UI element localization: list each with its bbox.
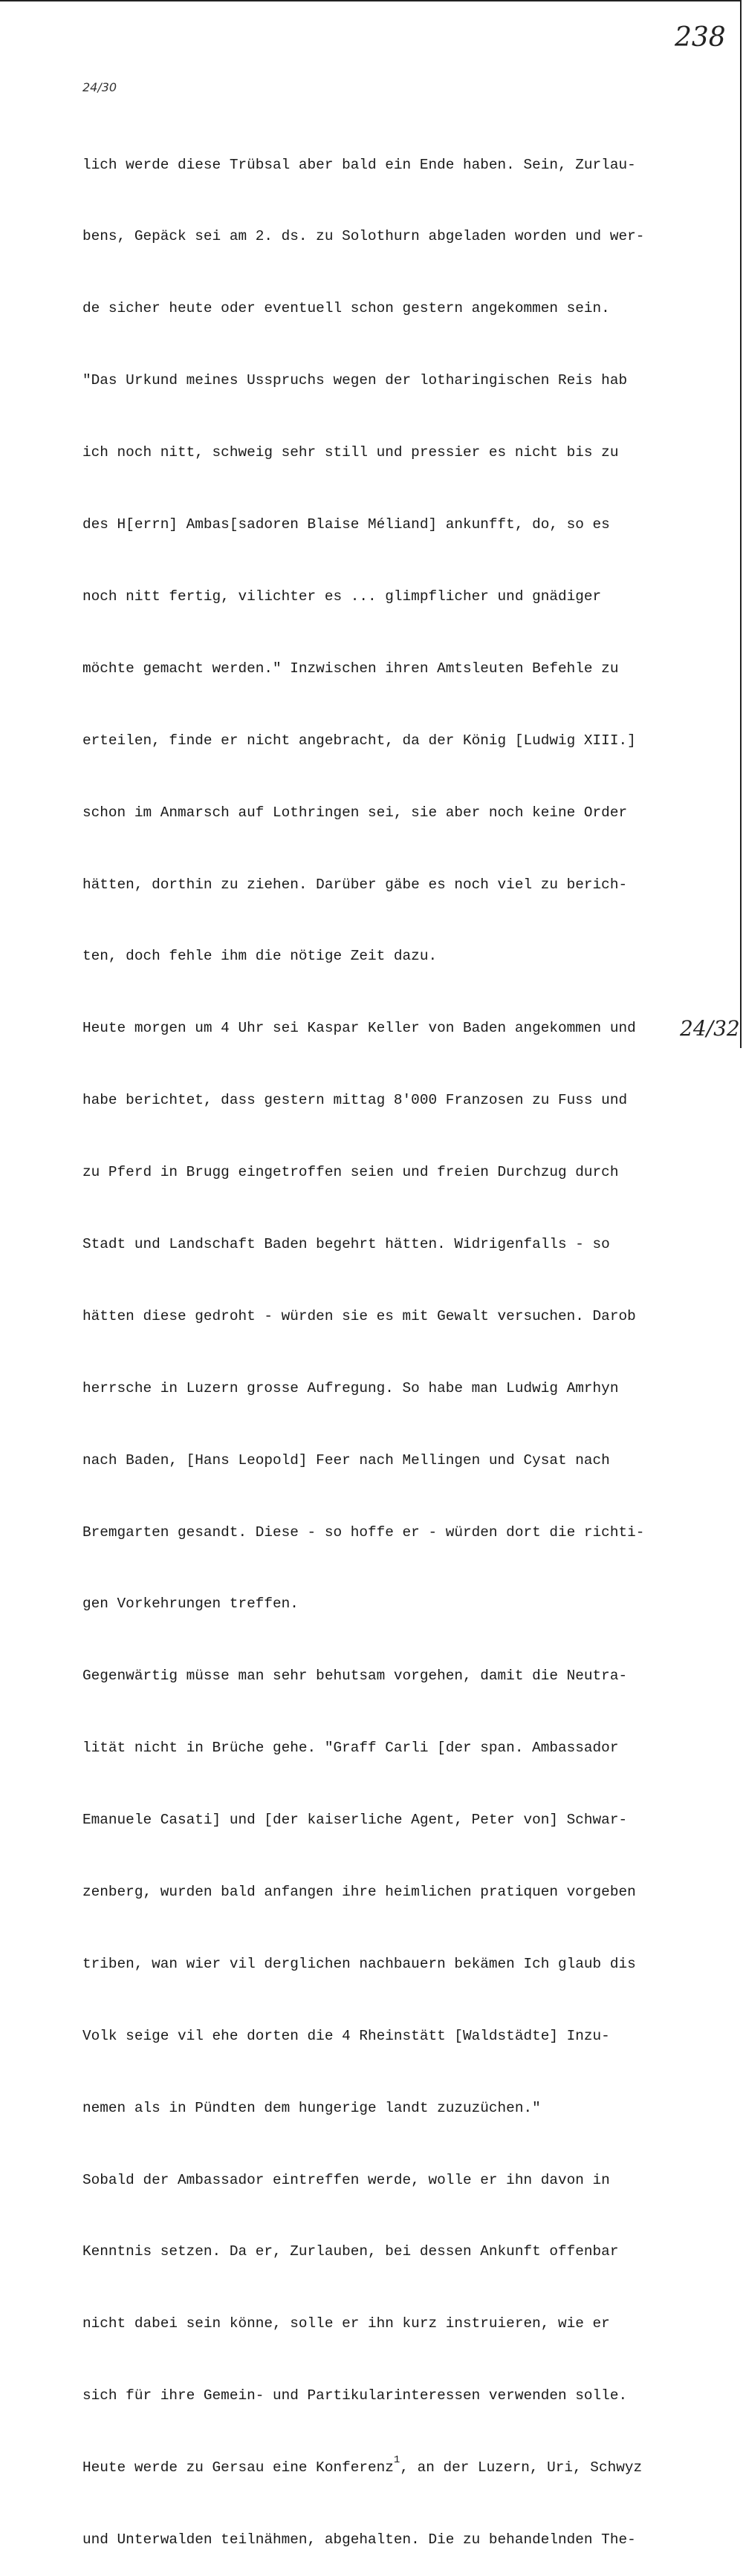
text-line-with-footnote [82, 2456, 677, 2479]
text-line: nach Baden, [Hans Leopold] Feer nach Mellingen und Cysat nach [82, 1451, 610, 1468]
text-line: Sobald der Ambassador eintreffen werde, wolle er ihn davon in [82, 2171, 610, 2188]
text-line: des H[errn] Ambas[sadoren Blaise Méliand] ankunfft, do, so es [82, 516, 610, 533]
document-reference: 24/30 [82, 80, 117, 94]
text-line: Volk seige vil ehe dorten die 4 Rheinstätt [Waldstädte] Inzu- [82, 2027, 610, 2044]
text-line: zu Pferd in Brugg eingetroffen seien und freien Durchzug durch [82, 1164, 619, 1181]
text-line: nemen als in Pündten dem hungerige landt zuzuzüchen." [82, 2099, 541, 2116]
text-segment: , an der Luzern, Uri, Schwyz [400, 2459, 643, 2476]
text-line: ich noch nitt, schweig sehr still und pressier es nicht bis zu [82, 444, 619, 461]
text-line: Heute morgen um 4 Uhr sei Kaspar Keller von Baden angekommen und [82, 1020, 636, 1037]
text-line: ten, doch fehle ihm die nötige Zeit dazu. [82, 948, 438, 965]
text-line: erteilen, finde er nicht angebracht, da der König [Ludwig XIII.] [82, 732, 636, 749]
text-line: Gegenwärtig müsse man sehr behutsam vorgehen, damit die Neutra- [82, 1668, 628, 1685]
text-line: sich für ihre Gemein- und Partikularinteressen verwenden solle. [82, 2387, 628, 2404]
text-line: lich werde diese Trübsal aber bald ein Ende haben. Sein, Zurlau- [82, 156, 636, 173]
body-text [82, 105, 677, 2576]
text-line: nicht dabei sein könne, solle er ihn kurz instruieren, wie er [82, 2315, 610, 2332]
text-line: und Unterwalden teilnähmen, abgehalten. Die zu behandelnden The- [82, 2531, 636, 2548]
text-line: herrsche in Luzern grosse Aufregung. So habe man Ludwig Amrhyn [82, 1379, 619, 1396]
text-line: zenberg, wurden bald anfangen ihre heimlichen pratiquen vorgeben [82, 1883, 636, 1900]
text-line: hätten diese gedroht - würden sie es mit Gewalt versuchen. Darob [82, 1307, 636, 1324]
text-segment: Heute werde zu Gersau eine Konferenz [82, 2459, 394, 2476]
text-line: möchte gemacht werden." Inzwischen ihren Amtsleuten Befehle zu [82, 660, 619, 677]
text-line: gen Vorkehrungen treffen. [82, 1596, 299, 1613]
text-line: bens, Gepäck sei am 2. ds. zu Solothurn abgeladen worden und wer- [82, 228, 645, 245]
text-line: Emanuele Casati] und [der kaiserliche Agent, Peter von] Schwar- [82, 1812, 628, 1829]
text-line: lität nicht in Brüche gehe. "Graff Carli [der span. Ambassador [82, 1740, 619, 1757]
text-line: hätten, dorthin zu ziehen. Darüber gäbe es noch viel zu berich- [82, 876, 628, 893]
text-line: noch nitt fertig, vilichter es ... glimpflicher und gnädiger [82, 588, 602, 605]
text-line: Stadt und Landschaft Baden begehrt hätten. Widrigenfalls - so [82, 1235, 610, 1252]
handwritten-page-number: 238 [675, 22, 726, 53]
text-line: schon im Anmarsch auf Lothringen sei, sie aber noch keine Order [82, 804, 628, 821]
text-line: Bremgarten gesandt. Diese - so hoffe er - würden dort die richti- [82, 1523, 645, 1541]
text-line: Kenntnis setzen. Da er, Zurlauben, bei dessen Ankunft offenbar [82, 2243, 619, 2260]
text-line: de sicher heute oder eventuell schon gestern angekommen sein. [82, 300, 610, 317]
text-line: "Das Urkund meines Usspruchs wegen der lotharingischen Reis hab [82, 372, 628, 389]
text-line: triben, wan wier vil derglichen nachbauern bekämen Ich glaub dis [82, 1955, 636, 1972]
footnote-marker: 1 [393, 2454, 400, 2467]
handwritten-folio-number: 24/32 [680, 1016, 740, 1041]
text-line: habe berichtet, dass gestern mittag 8'000 Franzosen zu Fuss und [82, 1092, 628, 1109]
